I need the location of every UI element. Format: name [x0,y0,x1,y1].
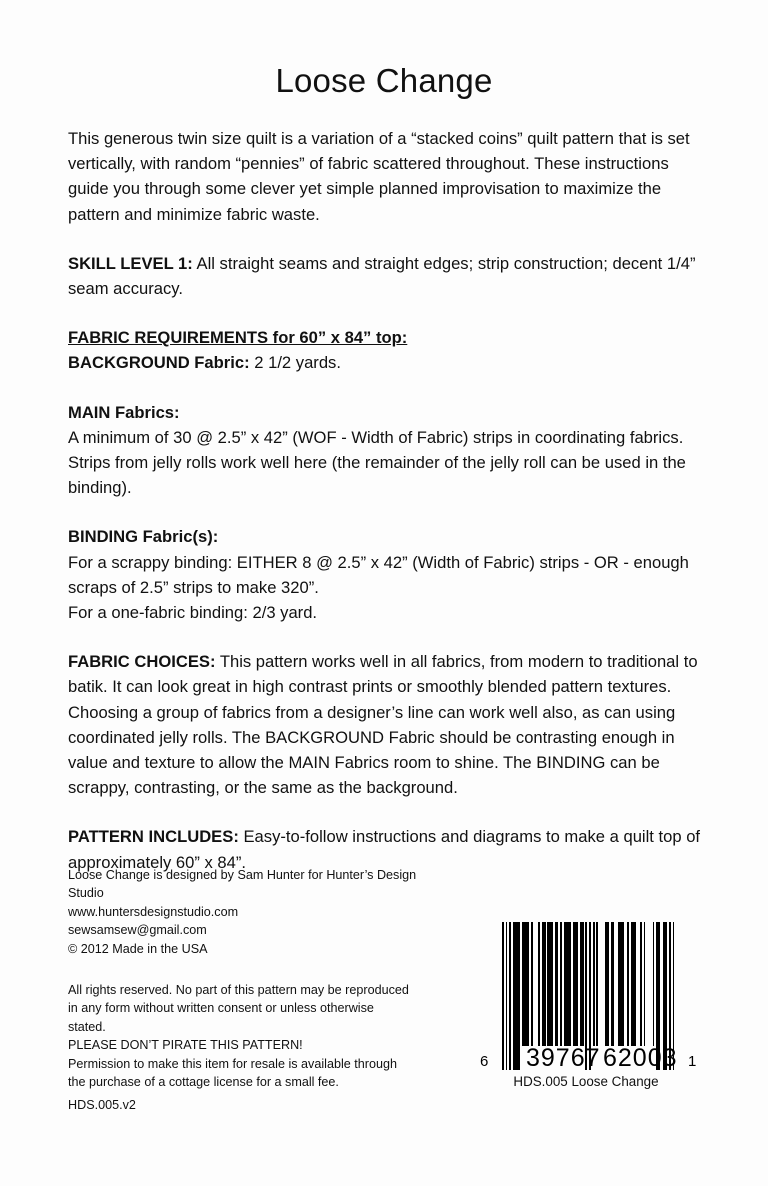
barcode-bar [627,922,629,1046]
spacer [68,301,702,325]
fabric-choices-text: This pattern works well in all fabrics, from modern to traditional to batik. It can look great in high contrast prints or smoothly blended pattern textures. Choosing a group of fabrics from a designer’s line can work well also, as can using coordinated jelly rolls. The BACKGROUND Fabric should be contrasting enough in value and texture to allow the MAIN Fabrics room to shine. The BINDING can be scrappy, contrasting, or the same as the background. [68,652,698,798]
designer-credit-block [68,866,468,958]
barcode-digits [480,1044,702,1072]
barcode-group-1: 39767 [526,1044,601,1072]
spacer [68,625,702,649]
legal-notice-block [68,981,478,1091]
barcode-caption: HDS.005 Loose Change [513,1074,659,1089]
intro-paragraph: This generous twin size quilt is a variation of a “stacked coins” quilt pattern that is set vertically, with random “pennies” of fabric scattered throughout. These instructions guide you through some clever yet simple planned improvisation to maximize the pattern and minimize fabric waste. [68,129,690,224]
binding-fabrics-line2: For a one-fabric binding: 2/3 yard. [68,603,318,623]
barcode-bar [580,922,584,1046]
spacer [68,227,702,251]
background-fabric-value: 2 1/2 yards. [254,353,341,373]
barcode-bar [542,922,546,1046]
spacer [68,376,702,400]
barcode-lead-digit: 6 [480,1053,489,1070]
barcode-bar [555,922,559,1046]
body-content [68,126,702,875]
barcode-bar [611,922,615,1046]
fabric-choices-label: FABRIC CHOICES: [68,652,216,672]
email-link[interactable]: sewsamsew@gmail.com [68,923,207,938]
binding-fabrics-line1: For a scrappy binding: EITHER 8 @ 2.5” x 42” (Width of Fabric) strips - OR - enough scraps of 2.5” strips to make 320”. [68,552,689,597]
spacer [68,500,702,524]
barcode-bar [522,922,529,1046]
main-fabrics-text: A minimum of 30 @ 2.5” x 42” (WOF - Width of Fabric) strips in coordinating fabrics. Strips from jelly rolls work well here (the remainder of the jelly roll can be used in the binding). [68,427,686,498]
barcode-bar [644,922,646,1046]
main-fabrics-heading-text: MAIN Fabrics: [68,402,180,422]
binding-fabrics-heading [68,524,702,549]
main-fabrics-heading [68,400,702,425]
skill-level-label: SKILL LEVEL 1: [68,253,193,273]
legal-line-1: All rights reserved. No part of this pattern may be reproduced [68,983,409,997]
barcode-bar [593,922,595,1046]
barcode-bar [631,922,636,1046]
skill-level-text: All straight seams and straight edges; strip construction; decent 1/4” seam accuracy. [68,253,696,299]
credit-line-2: Studio [68,886,104,901]
barcode-bar [596,922,598,1046]
barcode-bar [605,922,609,1046]
barcode-bar [547,922,552,1046]
credit-line-1: Loose Change is designed by Sam Hunter for Hunter’s Design [68,868,417,882]
spacer [68,800,702,824]
barcode-block [470,922,700,1089]
legal-line-5: Permission to make this item for resale is available through [68,1056,397,1071]
page-title: Loose Change [275,62,493,99]
barcode-bar [564,922,571,1046]
legal-line-6: the purchase of a cottage license for a small fee. [68,1075,339,1090]
skill-level-paragraph [68,251,702,301]
fabric-requirements-heading-text: FABRIC REQUIREMENTS for 60” x 84” top: [68,328,408,348]
barcode-space [645,922,652,923]
barcode-bar [640,922,642,1046]
fabric-requirements-heading [68,325,702,350]
pattern-includes-text: Easy-to-follow instructions and diagrams to make a quilt top of approximately 60” x 84”. [68,827,701,872]
barcode-bar [560,922,562,1046]
barcode-space [598,922,605,923]
barcode-group-2: 62003 [603,1044,678,1072]
pattern-includes-label: PATTERN INCLUDES: [68,827,239,847]
barcode-check-digit: 1 [688,1053,697,1070]
barcode-bar [618,922,623,1046]
copyright-line: © 2012 Made in the USA [68,941,208,956]
version-code: HDS.005.v2 [68,1098,136,1112]
piracy-warning: PLEASE DON’T PIRATE THIS PATTERN! [68,1038,303,1053]
legal-line-2: in any form without written consent or unless otherwise [68,1001,374,1016]
barcode-bar [653,922,655,1046]
binding-fabrics-heading-text: BINDING Fabric(s): [68,527,219,547]
fabric-choices-paragraph [68,649,702,800]
barcode-bar [531,922,533,1046]
background-fabric-label: BACKGROUND Fabric: [68,353,250,373]
website-link[interactable]: www.huntersdesignstudio.com [68,904,239,919]
legal-line-3: stated. [68,1019,106,1034]
barcode-bar [573,922,578,1046]
barcode-bar [538,922,540,1046]
barcode-image [480,922,702,1072]
background-fabric-line [68,350,702,375]
